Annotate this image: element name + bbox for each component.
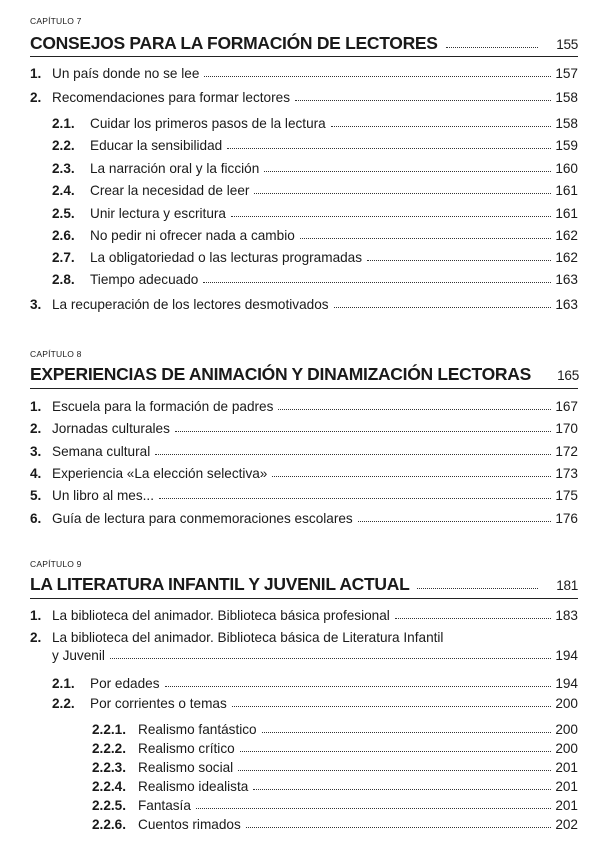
chapter-9-title-row[interactable] [30,574,578,595]
page-number: 194 [555,648,578,663]
page-number: 158 [555,90,578,105]
toc-entry[interactable] [30,488,578,503]
entry-number: 3. [30,444,42,459]
toc-entry[interactable] [30,297,578,312]
entry-number: 2.2. [52,138,75,153]
leader-dots [417,587,538,589]
entry-number: 2.2.3. [92,760,127,775]
entry-title: Escuela para la formación de padres [52,399,274,414]
chapter-rule [30,388,578,389]
toc-entry[interactable] [52,250,578,265]
toc-entry[interactable] [52,183,578,198]
leader-dots [278,408,551,410]
page-number: 167 [555,399,578,414]
page-number: 194 [555,676,578,691]
leader-dots [238,769,551,771]
entry-title: Realismo idealista [138,779,249,794]
leader-dots [334,306,552,308]
toc-entry[interactable] [92,760,578,775]
leader-dots [110,657,551,659]
entry-title: La recuperación de los lectores desmotivados [52,297,329,312]
leader-dots [367,259,551,261]
toc-entry[interactable] [52,206,578,221]
toc-entry-continuation[interactable] [52,648,578,663]
toc-entry[interactable] [52,161,578,176]
entry-number: 2.2.6. [92,817,127,832]
entry-title: La narración oral y la ficción [90,161,260,176]
entry-number: 1. [30,66,42,81]
entry-title: Realismo fantástico [138,722,257,737]
entry-number: 6. [30,511,42,526]
entry-title: Recomendaciones para formar lectores [52,90,291,105]
entry-number: 2. [30,90,42,105]
toc-entry[interactable] [30,466,578,481]
page-number: 157 [555,66,578,81]
entry-number: 2. [30,421,42,436]
page-number: 175 [555,488,578,503]
entry-title: La obligatoriedad o las lecturas programadas [90,250,363,265]
toc-entry[interactable] [52,696,578,711]
leader-dots [175,430,551,432]
page-number: 163 [555,272,578,287]
leader-dots [204,75,551,77]
entry-title: Educar la sensibilidad [90,138,223,153]
leader-dots [395,617,552,619]
entry-number: 2.2.4. [92,779,127,794]
leader-dots [295,99,551,101]
toc-entry[interactable] [52,116,578,131]
leader-dots [253,788,551,790]
toc-entry[interactable] [30,66,578,81]
entry-title: Cuidar los primeros pasos de la lectura [90,116,326,131]
chapter-9-label: CAPÍTULO 9 [30,559,82,569]
page-number: 176 [555,511,578,526]
toc-entry[interactable] [30,90,578,105]
leader-dots [358,520,552,522]
entry-title: Tiempo adecuado [90,272,199,287]
entry-number: 2.6. [52,228,75,243]
toc-entry[interactable] [52,272,578,287]
toc-entry[interactable] [52,676,578,691]
entry-number: 2.3. [52,161,75,176]
toc-entry[interactable] [30,608,578,623]
leader-dots [264,170,551,172]
entry-title: Realismo crítico [138,741,235,756]
entry-title: Crear la necesidad de leer [90,183,250,198]
toc-entry[interactable] [52,138,578,153]
page-number: 200 [555,741,578,756]
page-number: 158 [555,116,578,131]
leader-dots [231,215,551,217]
entry-title: Jornadas culturales [52,421,170,436]
toc-entry[interactable] [92,722,578,737]
toc-entry[interactable] [92,817,578,832]
entry-title: No pedir ni ofrecer nada a cambio [90,228,295,243]
toc-entry[interactable] [92,741,578,756]
entry-number: 3. [30,297,42,312]
page-number: 202 [555,817,578,832]
leader-dots [232,705,552,707]
entry-title: Un país donde no se lee [52,66,200,81]
leader-dots [446,46,538,48]
entry-title: Un libro al mes... [52,488,154,503]
entry-number: 2. [30,630,42,645]
page-number: 162 [555,228,578,243]
leader-dots [227,147,551,149]
page-number: 160 [555,161,578,176]
page-number: 172 [555,444,578,459]
page-number: 183 [555,608,578,623]
entry-number: 2.2.1. [92,722,127,737]
page-number: 200 [555,696,578,711]
entry-number: 2.2.5. [92,798,127,813]
page-number: 161 [555,206,578,221]
entry-title-continuation: y Juvenil [52,648,105,663]
entry-title: La biblioteca del animador. Biblioteca básica profesional [52,608,390,623]
entry-title: Guía de lectura para conmemoraciones escolares [52,511,353,526]
entry-title: Por edades [90,676,160,691]
page-number: 170 [555,421,578,436]
entry-title: Experiencia «La elección selectiva» [52,466,268,481]
entry-number: 2.1. [52,676,75,691]
leader-dots [203,281,551,283]
leader-dots [165,685,552,687]
entry-number: 2.1. [52,116,75,131]
page-number: 165 [557,368,579,383]
chapter-title: LA LITERATURA INFANTIL Y JUVENIL ACTUAL [30,574,410,594]
entry-number: 4. [30,466,42,481]
leader-dots [240,750,552,752]
leader-dots [155,453,551,455]
entry-number: 2.7. [52,250,75,265]
entry-title: Por corrientes o temas [90,696,227,711]
page-number: 201 [555,760,578,775]
page-number: 159 [555,138,578,153]
leader-dots [331,125,552,127]
entry-title: Fantasía [138,798,191,813]
chapter-rule [30,56,578,57]
toc-entry[interactable] [30,511,578,526]
entry-number: 5. [30,488,42,503]
page-number: 163 [555,297,578,312]
leader-dots [246,826,552,828]
leader-dots [159,497,551,499]
page-number: 173 [555,466,578,481]
entry-title: Semana cultural [52,444,151,459]
leader-dots [254,192,551,194]
page-number: 181 [556,578,578,593]
toc-entry[interactable] [30,421,578,436]
page-number: 200 [555,722,578,737]
entry-number: 2.8. [52,272,75,287]
toc-entry[interactable] [92,798,578,813]
toc-entry[interactable] [30,399,578,414]
leader-dots [196,807,551,809]
page-number: 201 [555,798,578,813]
page-number: 162 [555,250,578,265]
chapter-7-title-row[interactable] [30,33,578,54]
entry-number: 2.5. [52,206,75,221]
entry-title: Cuentos rimados [138,817,241,832]
chapter-8-label: CAPÍTULO 8 [30,349,82,359]
entry-title: La biblioteca del animador. Biblioteca básica de Literatura Infantil [52,630,444,645]
toc-entry[interactable] [52,228,578,243]
entry-number: 1. [30,608,42,623]
chapter-title: CONSEJOS PARA LA FORMACIÓN DE LECTORES [30,33,438,53]
entry-title: Realismo social [138,760,234,775]
entry-number: 2.4. [52,183,75,198]
chapter-rule [30,598,578,599]
entry-number: 2.2.2. [92,741,127,756]
leader-dots [272,475,551,477]
leader-dots [262,731,552,733]
toc-entry[interactable] [30,630,578,645]
toc-entry[interactable] [30,444,578,459]
page-number: 201 [555,779,578,794]
chapter-title: EXPERIENCIAS DE ANIMACIÓN Y DINAMIZACIÓN LECTORAS [30,364,531,384]
toc-entry[interactable] [92,779,578,794]
chapter-7-label: CAPÍTULO 7 [30,16,82,26]
leader-dots [300,237,552,239]
chapter-8-title-row[interactable] [30,364,578,385]
page-number: 161 [555,183,578,198]
entry-number: 1. [30,399,42,414]
entry-number: 2.2. [52,696,75,711]
entry-title: Unir lectura y escritura [90,206,226,221]
page-number: 155 [556,37,578,52]
